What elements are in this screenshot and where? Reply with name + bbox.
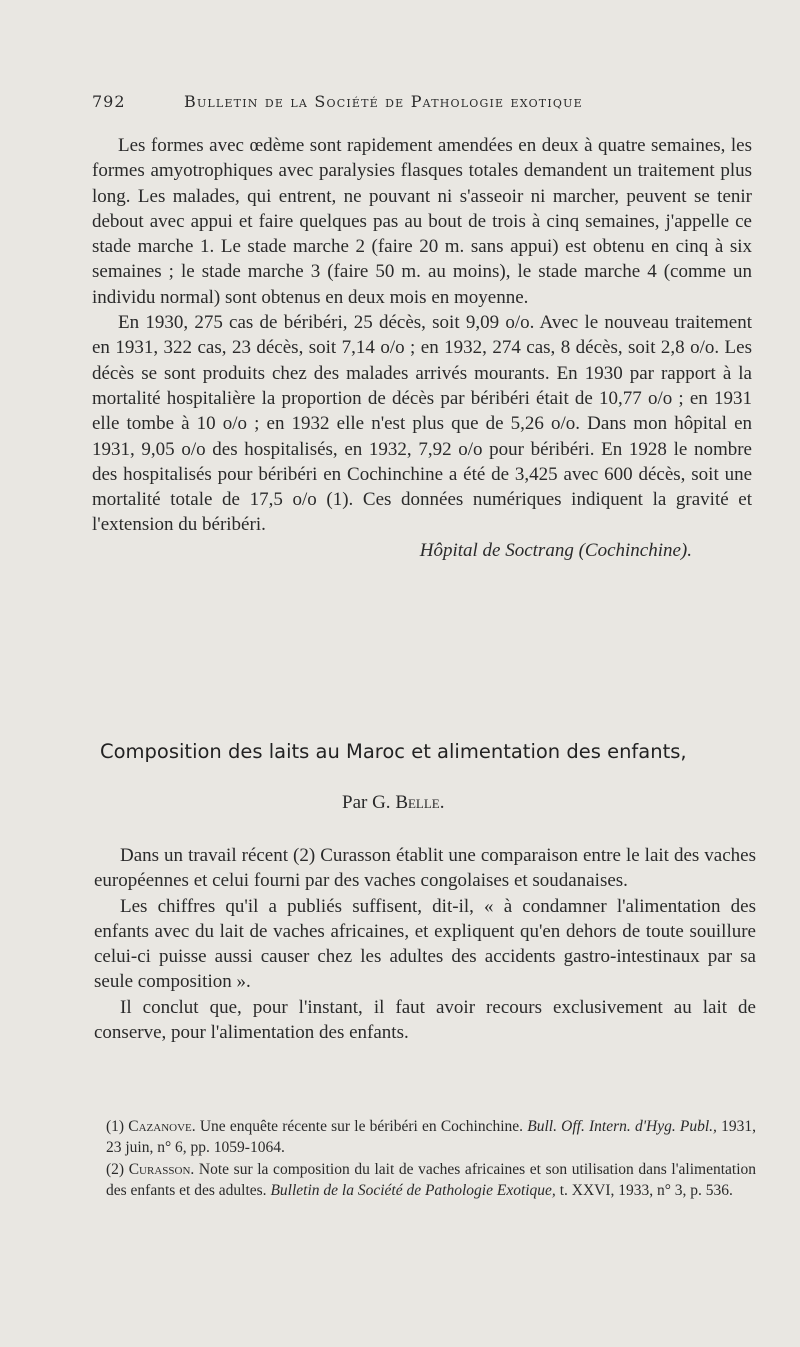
footnotes (106, 1117, 756, 1203)
signature: Hôpital de Soctrang (Cochinchine). (419, 539, 692, 561)
footnote-text: Une enquête récente sur le béribéri en Cochinchine. (199, 1118, 524, 1135)
footnote-text: Note sur la composition du lait de vaches africaines et son utilisation dans l'alimentation des enfants et des adultes. (106, 1161, 757, 1199)
footnote-marker: (2) (106, 1161, 125, 1178)
footnote-author: Cazanove. (128, 1118, 196, 1135)
footnote-details: t. XXVI, 1933, n° 3, p. 536. (559, 1181, 733, 1199)
page-number: 792 (92, 92, 126, 111)
footnote-2 (106, 1160, 756, 1201)
article-2-body (94, 843, 756, 1045)
paragraph: Les formes avec œdème sont rapidement amendées en deux à quatre semaines, les formes amyotrophiques avec paralysies flasques totales demandent un traitement plus long. Les malades, qui entrent, ne pouvant ni s'asseoir ni marcher, peuvent se tenir debout avec appui et faire quelques pas au bout de trois à cinq semaines, j'appelle ce stade marche 1. Le stade marche 2 (faire 20 m. sans appui) est obtenu en cinq à six semaines ; le stade marche 3 (faire 50 m. au moins), le stade marche 4 (comme un individu normal) sont obtenus en deux mois en moyenne. (92, 135, 752, 308)
byline (342, 792, 445, 814)
footnote-marker: (1) (106, 1118, 125, 1135)
article-2-title: Composition des laits au Maroc et alimentation des enfants, (100, 740, 687, 763)
footnote-1 (106, 1117, 756, 1158)
article-1-body (92, 133, 752, 563)
footnote-source: Bull. Off. Intern. d'Hyg. Publ., (527, 1118, 717, 1135)
footnote-details: 1931, 23 juin, n° 6, pp. 1059-1064. (106, 1118, 756, 1156)
byline-prefix: Par G. (342, 792, 391, 813)
author-name: Belle. (395, 792, 445, 813)
page-header (92, 92, 712, 116)
footnote-author: Curasson. (128, 1161, 195, 1178)
paragraph: Il conclut que, pour l'instant, il faut avoir recours exclusivement au lait de conserve, pour l'alimentation des enfants. (94, 996, 756, 1044)
running-title: Bulletin de la Société de Pathologie exotique (184, 92, 583, 111)
paragraph: En 1930, 275 cas de béribéri, 25 décès, soit 9,09 o/o. Avec le nouveau traitement en 1931, 322 cas, 23 décès, soit 7,14 o/o ; en 1932, 274 cas, 8 décès, soit 2,8 o/o. Les décès se sont produits chez des malades arrivés mourants. En 1930 par rapport à la mortalité hospitalière la proportion de décès par béribéri était de 10,77 o/o ; en 1931 elle tombe à 10 o/o ; en 1932 elle n'est plus que de 5,26 o/o. Dans mon hôpital en 1931, 9,05 o/o des hospitalisés, en 1932, 7,92 o/o pour béribéri. En 1928 le nombre des hospitalisés pour béribéri en Cochinchine a été de 3,425 avec 600 décès, soit une mortalité totale de 17,5 o/o (1). Ces données numériques indiquent la gravité et l'extension du béribéri. (92, 312, 752, 536)
paragraph: Dans un travail récent (2) Curasson établit une comparaison entre le lait des vaches européennes et celui fourni par des vaches congolaises et soudanaises. (94, 845, 756, 892)
paragraph: Les chiffres qu'il a publiés suffisent, dit-il, « à condamner l'alimentation des enfants avec du lait de vaches africaines, et expliquent qu'en dehors de toute souillure celui-ci puisse aussi causer chez les adultes des accidents gastro-intestinaux par sa seule composition ». (94, 895, 756, 993)
footnote-source: Bulletin de la Société de Pathologie Exotique, (270, 1181, 556, 1199)
